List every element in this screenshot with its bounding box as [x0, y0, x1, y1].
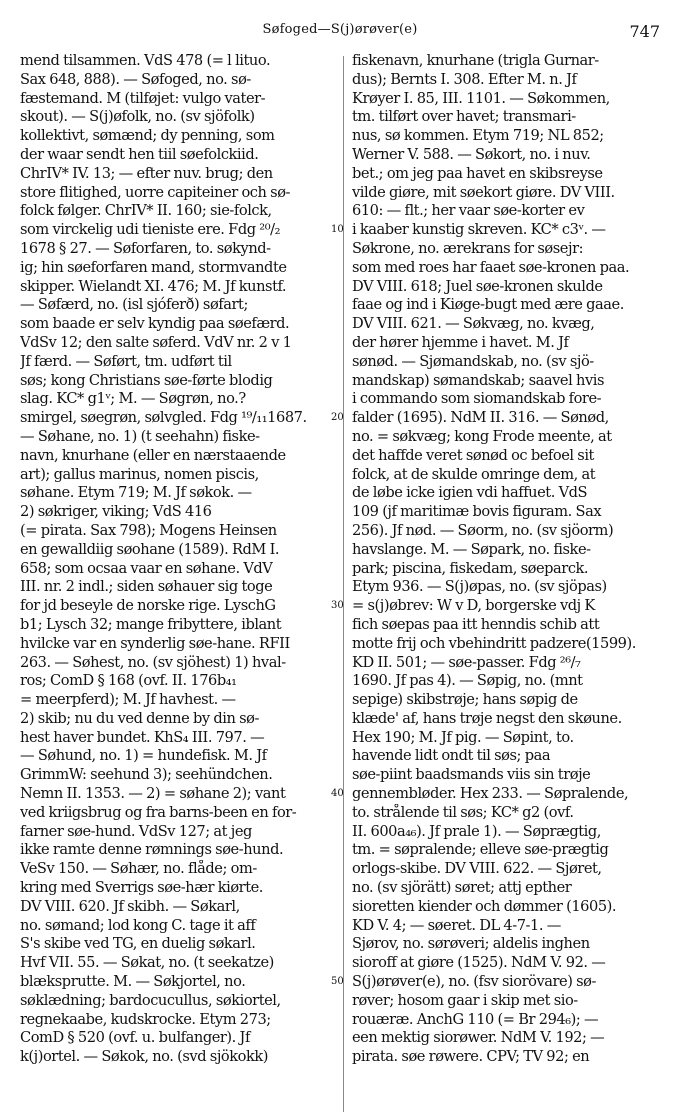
text-line: Jf færd. — Søført, tm. udført til	[20, 352, 232, 370]
text-line: ChrIV* IV. 13; — efter nuv. brug; den	[20, 164, 273, 182]
text-line: for jd beseyle de norske rige. LyschG	[20, 597, 276, 615]
text-line: folck følger. ChrIV* II. 160; sie-folck,	[20, 202, 272, 220]
text-line: S(j)ørøver(e), no. (fsv siorövare) sø-	[352, 973, 596, 991]
line-number-margin	[331, 52, 351, 1112]
text-line: der waar sendt hen tiil søefolckiid.	[20, 145, 259, 163]
text-line: fiskenavn, knurhane (trigla Gurnar-	[352, 52, 599, 69]
text-line: Werner V. 588. — Søkort, no. i nuv.	[352, 145, 591, 163]
text-line: hvilcke var en synderlig søe-hane. RFII	[20, 634, 290, 652]
text-line: der hører hjemme i havet. M. Jf	[352, 333, 569, 351]
text-line: nus, sø kommen. Etym 719; NL 852;	[352, 127, 604, 145]
text-line: 2) søkriger, viking; VdS 416	[20, 503, 212, 521]
text-line: folck, at de skulde omringe dem, at	[352, 465, 596, 483]
text-line: som baade er selv kyndig paa søefærd.	[20, 315, 290, 333]
text-line: dus); Bernts I. 308. Efter M. n. Jf	[352, 70, 577, 88]
text-line: som med roes har faaet søe-kronen paa.	[352, 258, 630, 276]
text-line: KD V. 4; — søeret. DL 4-7-1. —	[352, 916, 561, 934]
text-line: sioroff at giøre (1525). NdM V. 92. —	[352, 954, 606, 972]
text-line: 610: — flt.; her vaar søe-korter ev	[352, 202, 585, 220]
text-line: KD II. 501; — søe-passer. Fdg ²⁶/₇	[352, 653, 581, 671]
text-line: — Søhane, no. 1) (t seehahn) fiske-	[20, 427, 260, 445]
text-line: II. 600a₄₆). Jf prale 1). — Søprægtig,	[352, 822, 601, 840]
text-line: en gewalldiig søohane (1589). RdM I.	[20, 540, 280, 558]
text-line: store flitighed, uorre capiteiner och sø-	[20, 183, 291, 201]
text-line: det haffde veret sønød oc befoel sit	[352, 446, 594, 464]
text-line: 109 (jf maritimæ bovis figuram. Sax	[352, 503, 602, 521]
text-line: DV VIII. 621. — Søkvæg, no. kvæg,	[352, 315, 595, 333]
text-line: to. strålende til søs; KC* g2 (ovf.	[352, 803, 574, 821]
text-line: fæstemand. M (tilføjet: vulgo vater-	[20, 89, 266, 107]
text-line: kollektivt, sømænd; dy penning, som	[20, 127, 275, 145]
text-line: — Søfærd, no. (isl sjóferð) søfart;	[20, 296, 248, 314]
text-line: tm. = søpralende; elleve søe-prægtig	[352, 841, 609, 859]
text-line: falder (1695). NdM II. 316. — Sønød,	[352, 409, 609, 427]
line-number: 20	[331, 412, 344, 424]
line-number: 40	[331, 788, 344, 800]
text-line: regnekaabe, kudskrocke. Etym 273;	[20, 1010, 271, 1028]
text-line: 1690. Jf pas 4). — Søpig, no. (mnt	[352, 672, 583, 690]
text-line: fich søepas paa itt henndis schib att	[352, 615, 600, 633]
text-line: Nemn II. 1353. — 2) = søhane 2); vant	[20, 785, 286, 803]
text-line: Hvf VII. 55. — Søkat, no. (t seekatze)	[20, 954, 274, 972]
text-line: smirgel, søegrøn, sølvgled. Fdg ¹⁹/₁₁1687.	[20, 409, 307, 427]
text-line: de løbe icke igien vdi haffuet. VdS	[352, 484, 588, 502]
text-line: GrimmW: seehund 3); seehündchen.	[20, 766, 273, 784]
text-line: no. = søkvæg; kong Frode meente, at	[352, 427, 612, 445]
text-line: gennembløder. Hex 233. — Søpralende,	[352, 785, 629, 803]
text-line: 263. — Søhest, no. (sv sjöhest) 1) hval-	[20, 653, 286, 671]
text-line: vilde giøre, mit søekort giøre. DV VIII.	[352, 183, 615, 201]
text-line: art); gallus marinus, nomen piscis,	[20, 465, 259, 483]
text-line: søe-piint baadsmands viis sin trøje	[352, 766, 591, 784]
text-line: VeSv 150. — Søhær, no. flåde; om-	[20, 860, 257, 878]
text-line: sepige) skibstrøje; hans søpig de	[352, 691, 578, 709]
text-line: i kaaber kunstig skreven. KC* c3ᵛ. —	[352, 221, 606, 239]
text-line: bet.; om jeg paa havet en skibsreyse	[352, 164, 603, 182]
text-line: = meerpferd); M. Jf havhest. —	[20, 691, 236, 709]
text-line: søklædning; bardocucullus, søkiortel,	[20, 991, 281, 1009]
line-number: 50	[331, 976, 344, 988]
text-line: ikke ramte denne rømnings søe-hund.	[20, 841, 284, 859]
text-line: slag. KC* g1ᵛ; M. — Søgrøn, no.?	[20, 390, 246, 408]
text-line: b1; Lysch 32; mange fribyttere, iblant	[20, 615, 282, 633]
text-line: ved kriigsbrug og fra barns-been en for-	[20, 803, 297, 821]
text-line: mend tilsammen. VdS 478 (= l lituo.	[20, 52, 271, 69]
text-line: hest haver bundet. KhS₄ III. 797. —	[20, 728, 265, 746]
left-column	[20, 52, 333, 1112]
text-line: skout). — S(j)øfolk, no. (sv sjöfolk)	[20, 108, 255, 126]
text-line: DV VIII. 618; Juel søe-kronen skulde	[352, 277, 603, 295]
text-line: no. sømand; lod kong C. tage it aff	[20, 916, 256, 934]
right-column	[352, 52, 670, 1112]
text-line: (= pirata. Sax 798); Mogens Heinsen	[20, 521, 277, 539]
text-line: DV VIII. 620. Jf skibh. — Søkarl,	[20, 897, 240, 915]
text-line: sønød. — Sjømandskab, no. (sv sjö-	[352, 352, 594, 370]
text-line: som virckelig udi tieniste ere. Fdg ²⁰/₂	[20, 221, 280, 239]
text-line: orlogs-skibe. DV VIII. 622. — Sjøret,	[352, 860, 602, 878]
text-line: navn, knurhane (eller en nærstaaende	[20, 446, 286, 464]
text-line: Hex 190; M. Jf pig. — Søpint, to.	[352, 728, 574, 746]
text-line: søhane. Etym 719; M. Jf søkok. —	[20, 484, 252, 502]
text-line: k(j)ortel. — Søkok, no. (svd sjökokk)	[20, 1048, 269, 1066]
text-line: tm. tilført over havet; transmari-	[352, 108, 576, 126]
text-line: III. nr. 2 indl.; siden søhauer sig toge	[20, 578, 273, 596]
text-line: ros; ComD § 168 (ovf. II. 176b₄₁	[20, 672, 237, 690]
text-line: Søkrone, no. ærekrans for søsejr:	[352, 239, 584, 257]
running-head	[0, 20, 680, 44]
text-line: ig; hin søeforfaren mand, stormvandte	[20, 258, 287, 276]
text-line: mandskap) sømandskab; saavel hvis	[352, 371, 605, 389]
text-line: havende lidt ondt til søs; paa	[352, 747, 551, 765]
text-line: motte frij och vbehindritt padzere(1599).	[352, 634, 636, 652]
text-line: ComD § 520 (ovf. u. bulfanger). Jf	[20, 1029, 250, 1047]
text-line: Etym 936. — S(j)øpas, no. (sv sjöpas)	[352, 578, 607, 596]
text-line: = s(j)øbrev: W v D, borgerske vdj K	[352, 597, 595, 615]
text-line: no. (sv sjörätt) søret; attj epther	[352, 879, 572, 897]
text-line: park; piscina, fiskedam, søeparck.	[352, 559, 589, 577]
text-line: klæde' af, hans trøje negst den skøune.	[352, 709, 622, 727]
line-number: 30	[331, 600, 344, 612]
text-line: Krøyer I. 85, III. 1101. — Søkommen,	[352, 89, 610, 107]
text-line: VdSv 12; den salte søferd. VdV nr. 2 v 1	[20, 333, 292, 351]
text-line: farner søe-hund. VdSv 127; at jeg	[20, 822, 252, 840]
text-line: havslange. M. — Søpark, no. fiske-	[352, 540, 591, 558]
text-line: een mektig siorøwer. NdM V. 192; —	[352, 1029, 605, 1047]
text-line: faae og ind i Kiøge-bugt med ære gaae.	[352, 296, 624, 314]
text-line: skipper. Wielandt XI. 476; M. Jf kunstf.	[20, 277, 287, 295]
page-number: 747	[629, 22, 660, 41]
text-line: 256). Jf nød. — Søorm, no. (sv sjöorm)	[352, 521, 614, 539]
text-line: Sjørov, no. sørøveri; aldelis inghen	[352, 935, 590, 953]
line-number: 10	[331, 224, 344, 236]
text-line: S's skibe ved TG, en duelig søkarl.	[20, 935, 256, 953]
text-line: kring med Sverrigs søe-hær kiørte.	[20, 879, 263, 897]
text-line: pirata. søe røwere. CPV; TV 92; en	[352, 1048, 590, 1066]
text-line: blæksprutte. M. — Søkjortel, no.	[20, 973, 246, 991]
text-line: rouæræ. AnchG 110 (= Br 294₆); —	[352, 1010, 599, 1028]
page-header-title: Søfoged—S(j)ørøver(e)	[262, 22, 418, 37]
text-line: søs; kong Christians søe-førte blodig	[20, 371, 273, 389]
text-line: — Søhund, no. 1) = hundefisk. M. Jf	[20, 747, 267, 765]
text-line: i commando som siomandskab fore-	[352, 390, 602, 408]
text-line: sioretten kiender och dømmer (1605).	[352, 897, 617, 915]
text-line: Sax 648, 888). — Søfoged, no. sø-	[20, 70, 251, 88]
text-line: 658; som ocsaa vaar en søhane. VdV	[20, 559, 273, 577]
text-line: røver; hosom gaar i skip met sio-	[352, 991, 578, 1009]
text-line: 2) skib; nu du ved denne by din sø-	[20, 709, 259, 727]
text-line: 1678 § 27. — Søforfaren, to. søkynd-	[20, 239, 271, 257]
